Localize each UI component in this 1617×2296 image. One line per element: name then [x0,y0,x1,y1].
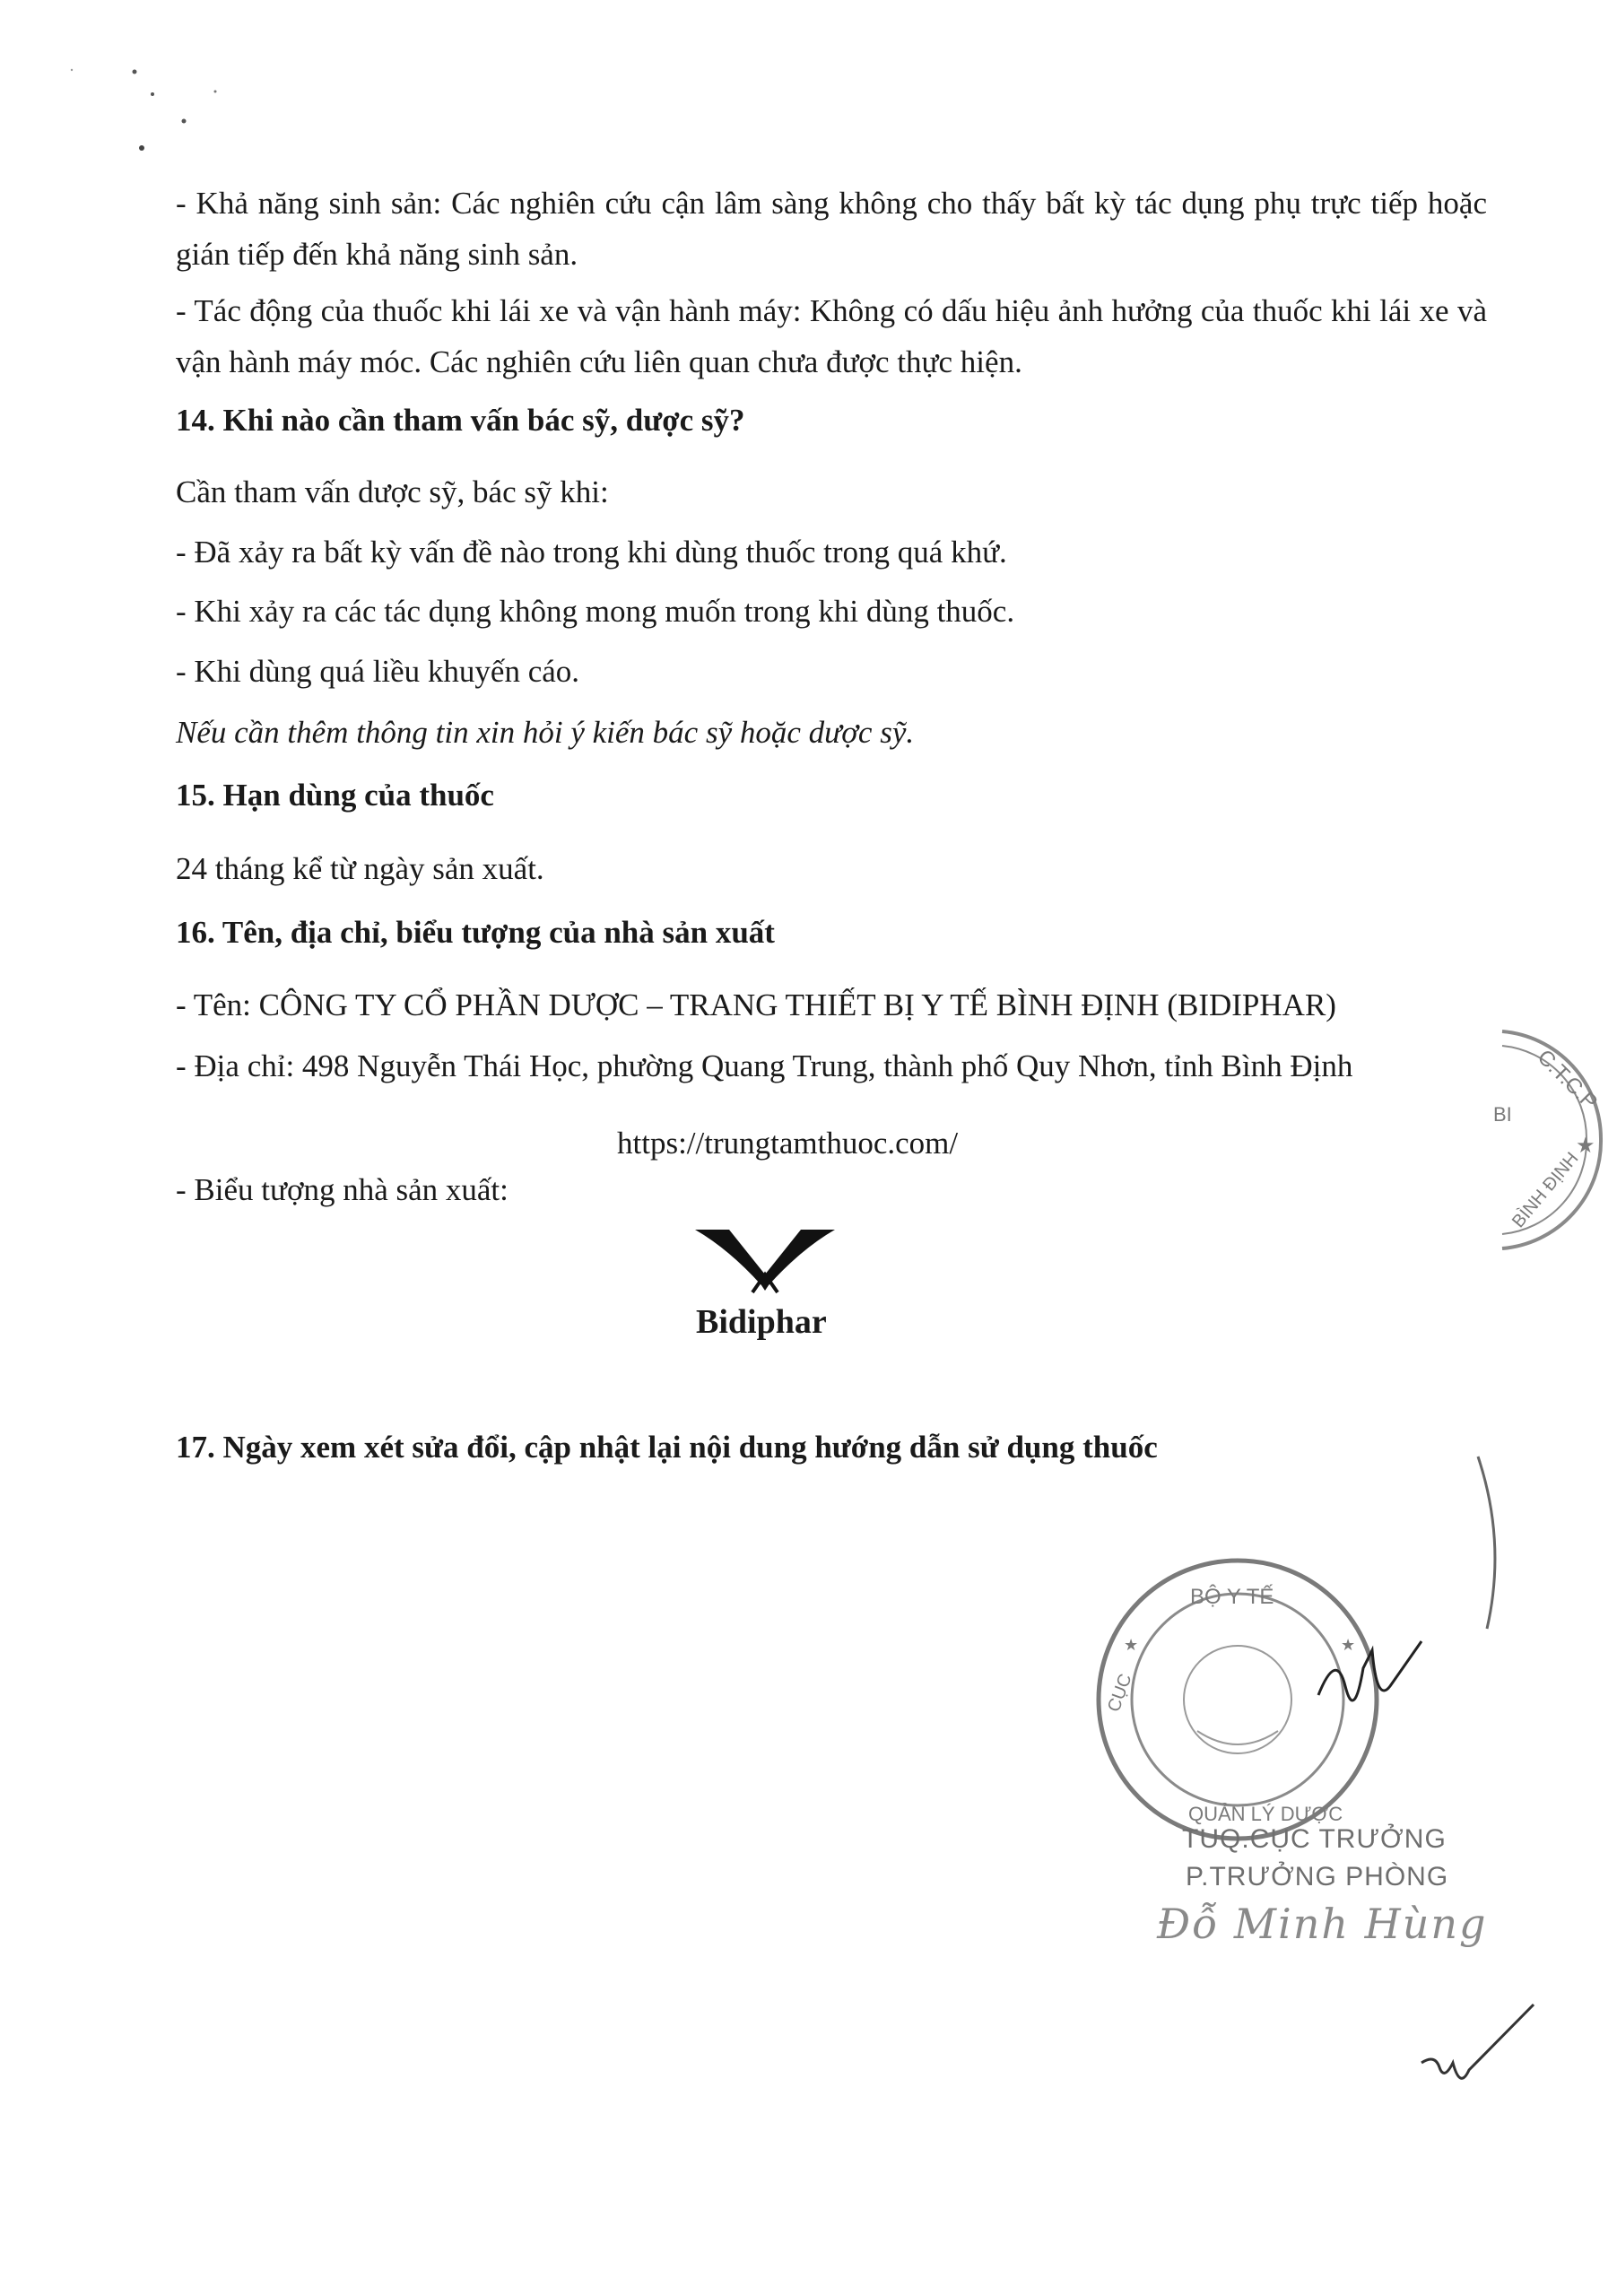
consult-item-2: - Khi xảy ra các tác dụng không mong muốn trong khi dùng thuốc. [176,594,1015,629]
shelf-life-text: 24 tháng kể từ ngày sản xuất. [176,851,544,886]
margin-bracket-mark [1471,1453,1516,1637]
svg-text:BỘ Y TẾ: BỘ Y TẾ [1190,1585,1274,1609]
company-seal-stamp [1466,1013,1617,1269]
more-info-note: Nếu cần thêm thông tin xin hỏi ý kiến bác sỹ hoặc dược sỹ. [176,715,915,750]
driving-paragraph: - Tác động của thuốc khi lái xe và vận hành máy: Không có dấu hiệu ảnh hưởng của thuốc khi lái xe và vận hành máy móc. Các nghiên cứu liên quan chưa được thực hiện. [176,293,1487,379]
manufacturer-logo-label: - Biểu tượng nhà sản xuất: [176,1172,509,1207]
svg-text:BÌNH ĐỊNH: BÌNH ĐỊNH [1508,1148,1583,1232]
svg-text:C.T.C.P: C.T.C.P [1532,1045,1603,1115]
svg-text:CỤC: CỤC [1104,1671,1136,1715]
manufacturer-name: - Tên: CÔNG TY CỔ PHẦN DƯỢC – TRANG THIẾT BỊ Y TẾ BÌNH ĐỊNH (BIDIPHAR) [176,987,1336,1022]
scan-specks [54,54,233,166]
svg-text:★: ★ [1124,1636,1139,1654]
svg-text:★: ★ [1576,1134,1595,1158]
consult-item-3: - Khi dùng quá liều khuyến cáo. [176,654,580,689]
svg-text:QUẢN LÝ DƯỢC: QUẢN LÝ DƯỢC [1188,1803,1343,1825]
fertility-paragraph: - Khả năng sinh sản: Các nghiên cứu cận lâm sàng không cho thấy bất kỳ tác dụng phụ trực tiếp hoặc gián tiếp đến khả năng sinh sản. [176,186,1487,272]
section-14-heading: 14. Khi nào cần tham vấn bác sỹ, dược sỹ? [176,403,745,438]
watermark-url: https://trungtamthuoc.com/ [617,1126,959,1161]
section-16-heading: 16. Tên, địa chỉ, biểu tượng của nhà sản xuất [176,915,775,950]
section-17-heading: 17. Ngày xem xét sửa đổi, cập nhật lại nội dung hướng dẫn sử dụng thuốc [176,1430,1158,1465]
bidiphar-wings-logo-icon [693,1222,837,1299]
signer-name: Đỗ Minh Hùng [1157,1900,1488,1948]
stamp-position-line: P.TRƯỞNG PHÒNG [1186,1862,1449,1892]
svg-text:BI: BI [1493,1103,1512,1126]
section-15-heading: 15. Hạn dùng của thuốc [176,778,494,813]
consult-item-1: - Đã xảy ra bất kỳ vấn đề nào trong khi dùng thuốc trong quá khứ. [176,535,1007,570]
stamp-authority-line: TUQ.CỤC TRƯỞNG [1182,1824,1447,1854]
signature-scribble [1309,1632,1426,1744]
logo-name: Bidiphar [696,1303,827,1341]
manufacturer-address: - Địa chỉ: 498 Nguyễn Thái Học, phường Quang Trung, thành phố Quy Nhơn, tỉnh Bình Định [176,1048,1353,1083]
svg-text:★: ★ [1341,1636,1356,1654]
initial-mark [1417,2000,1543,2112]
consult-intro: Cần tham vấn dược sỹ, bác sỹ khi: [176,474,609,509]
